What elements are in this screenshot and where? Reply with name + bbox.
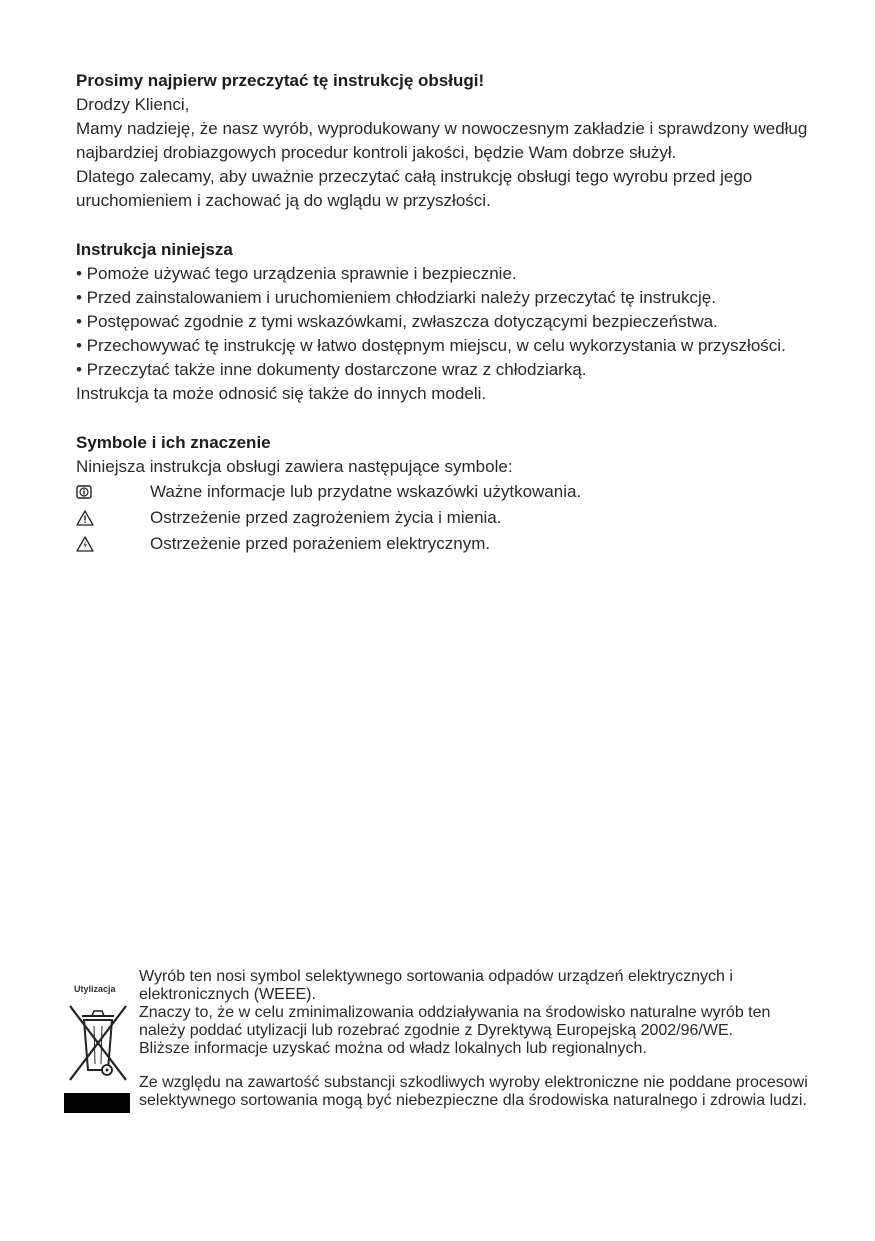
instructions-bullet: • Przechowywać tę instrukcję w łatwo dostępnym miejscu, w celu wykorzystania w przyszłości.: [76, 336, 786, 355]
section-spacer: [76, 213, 811, 238]
intro-paragraph-1: Mamy nadzieję, że nasz wyrób, wyprodukowany w nowoczesnym zakładzie i sprawdzony według najbardziej drobiazgowych procedur kontroli jakości, będzie Wam dobrze służył.: [76, 119, 808, 162]
disposal-label: Utylizacja: [74, 984, 116, 994]
symbol-text: Ostrzeżenie przed zagrożeniem życia i mienia.: [150, 508, 502, 527]
electric-warning-icon: [76, 536, 150, 552]
disposal-text: [139, 968, 814, 1110]
disposal-paragraph-2: Znaczy to, że w celu zminimalizowania oddziaływania na środowisko naturalne wyrób ten należy poddać utylizacji lub rozebrać zgodnie z Dyrektywą Europejską 2002/96/WE.: [139, 1004, 771, 1039]
disposal-paragraph-3: Bliższe informacje uzyskać można od władz lokalnych lub regionalnych.: [139, 1040, 647, 1057]
disposal-paragraph-1: Wyrób ten nosi symbol selektywnego sortowania odpadów urządzeń elektrycznych i elektronicznych (WEEE).: [139, 968, 733, 1003]
symbols-heading: Symbole i ich znaczenie: [76, 433, 271, 452]
intro-heading: Prosimy najpierw przeczytać tę instrukcję obsługi!: [76, 71, 485, 90]
disposal-paragraph-4: Ze względu na zawartość substancji szkodliwych wyroby elektroniczne nie poddane procesowi selektywnego sortowania mogą być niebezpieczne dla środowiska naturalnego i zdrowia ludzi.: [139, 1074, 808, 1109]
disposal-black-bar: [64, 1093, 130, 1113]
symbol-text: Ważne informacje lub przydatne wskazówki użytkowania.: [150, 482, 582, 501]
paragraph-spacer: [139, 1058, 814, 1074]
crossed-out-bin-icon: [64, 1000, 132, 1090]
instructions-bullet: • Pomoże używać tego urządzenia sprawnie i bezpiecznie.: [76, 264, 517, 283]
section-spacer: [76, 406, 811, 431]
symbol-row-info: [76, 479, 811, 505]
intro-greeting: Drodzy Klienci,: [76, 95, 190, 114]
symbol-text: Ostrzeżenie przed porażeniem elektrycznym.: [150, 534, 491, 553]
symbol-row-warning: [76, 505, 811, 531]
symbol-row-electric: [76, 531, 811, 557]
instructions-bullet: • Przed zainstalowaniem i uruchomieniem chłodziarki należy przeczytać tę instrukcję.: [76, 288, 716, 307]
info-icon: [76, 485, 150, 499]
instructions-note: Instrukcja ta może odnosić się także do innych modeli.: [76, 384, 487, 403]
symbols-intro: Niniejsza instrukcja obsługi zawiera następujące symbole:: [76, 457, 513, 476]
instructions-bullet: • Przeczytać także inne dokumenty dostarczone wraz z chłodziarką.: [76, 360, 587, 379]
warning-icon: [76, 510, 150, 526]
instructions-bullet: • Postępować zgodnie z tymi wskazówkami, zwłaszcza dotyczącymi bezpieczeństwa.: [76, 312, 718, 331]
instructions-heading: Instrukcja niniejsza: [76, 240, 233, 259]
manual-page: [76, 69, 811, 557]
intro-paragraph-2: Dlatego zalecamy, aby uważnie przeczytać całą instrukcję obsługi tego wyrobu przed jego uruchomieniem i zachować ją do wglądu w przyszłości.: [76, 167, 753, 210]
